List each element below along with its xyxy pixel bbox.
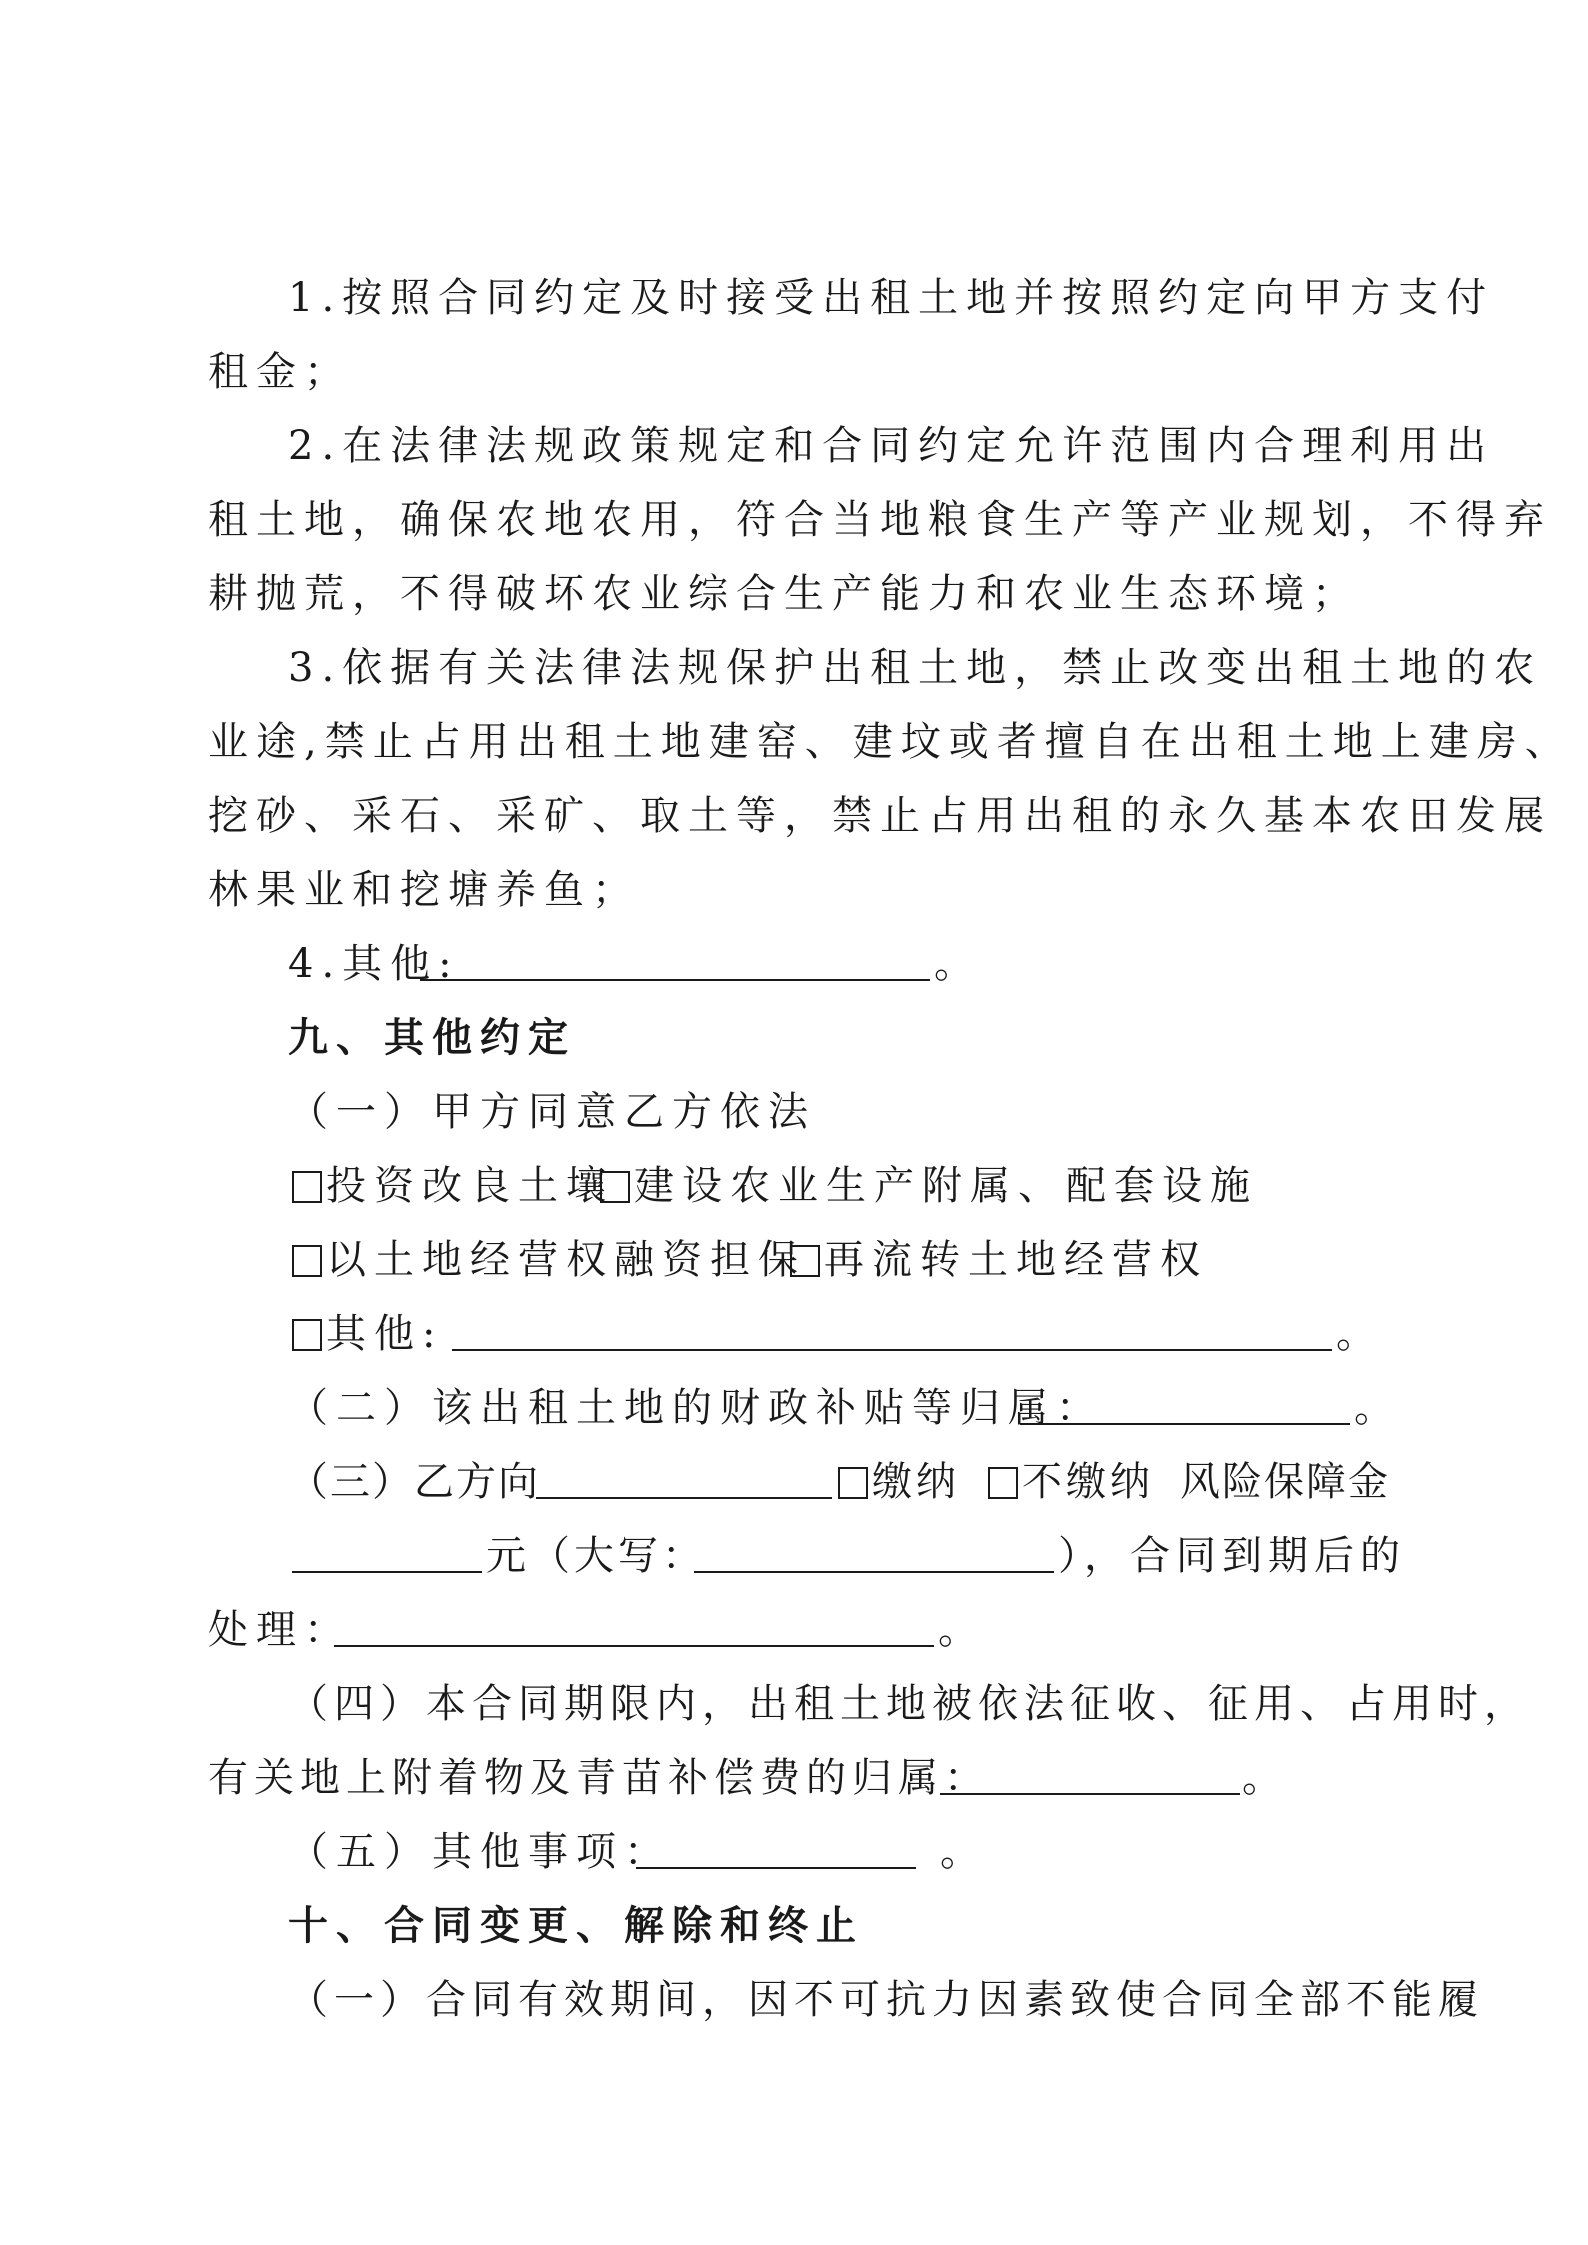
item-4-fill-blank[interactable]	[420, 937, 930, 981]
amount-blank[interactable]	[292, 1529, 482, 1573]
section-9-clause-3-line-1: （三）乙方向 缴纳 不缴纳 风险保障金	[0, 1452, 1588, 1512]
section-9-heading: 九、其他约定	[288, 1014, 576, 1061]
section-9-clause-4-line-1: （四）本合同期限内，出租土地被依法征收、征用、占用时，	[288, 1681, 1530, 1727]
clause-8-item-2-line-1: 2.在法律法规政策规定和合同约定允许范围内合理利用出	[288, 423, 1495, 469]
clause-8-item-3-line-3: 挖砂、采石、采矿、取土等，禁止占用出租的永久基本农田发展	[208, 793, 1552, 839]
clause-8-item-2-line-2: 租土地，确保农地农用，符合当地粮食生产等产业规划，不得弃	[208, 497, 1552, 543]
section-9-clause-2: （二）该出租土地的财政补贴等归属： 。	[0, 1378, 1588, 1438]
section-9-clause-5: （五）其他事项： 。	[0, 1822, 1588, 1882]
clause-8-item-3-line-1: 3.依据有关法律法规保护出租土地，禁止改变出租土地的农	[288, 645, 1543, 691]
section-9-clause-4-line-2: 有关地上附着物及青苗补偿费的归属： 。	[0, 1748, 1588, 1808]
clause-8-item-1-line-2: 租金；	[208, 349, 352, 395]
section-9-clause-3-line-2: 元（大写： ），合同到期后的	[0, 1526, 1588, 1586]
subsidy-ownership-blank[interactable]	[1020, 1381, 1350, 1425]
other-option-fill-blank[interactable]	[452, 1307, 1332, 1351]
section-10-clause-1: （一）合同有效期间，因不可抗力因素致使合同全部不能履	[288, 1977, 1484, 2023]
checkbox-other[interactable]	[292, 1319, 322, 1351]
section-9-options-row-3: 其他: 。	[0, 1304, 1588, 1364]
clause-8-item-4: 4.其他: 。	[0, 934, 1588, 994]
checkbox-re-transfer[interactable]	[790, 1245, 820, 1277]
checkbox-pay[interactable]	[838, 1467, 868, 1499]
amount-in-words-blank[interactable]	[694, 1529, 1054, 1573]
section-9-options-row-1: 投资改良土壤 建设农业生产附属、配套设施	[0, 1156, 1588, 1216]
expiry-handling-blank[interactable]	[334, 1603, 934, 1647]
section-9-clause-1: （一）甲方同意乙方依法	[288, 1089, 816, 1135]
clause-8-item-2-line-3: 耕抛荒，不得破坏农业综合生产能力和农业生态环境；	[208, 571, 1360, 617]
checkbox-not-pay[interactable]	[988, 1467, 1018, 1499]
section-9-options-row-2: 以土地经营权融资担保 再流转土地经营权	[0, 1230, 1588, 1290]
other-matters-blank[interactable]	[636, 1825, 916, 1869]
payee-blank[interactable]	[536, 1455, 832, 1499]
section-10-heading: 十、合同变更、解除和终止	[288, 1902, 864, 1949]
compensation-ownership-blank[interactable]	[940, 1751, 1240, 1795]
clause-8-item-3-line-4: 林果业和挖塘养鱼；	[208, 867, 640, 913]
clause-8-item-1-line-1: 1.按照合同约定及时接受出租土地并按照约定向甲方支付	[288, 275, 1495, 321]
checkbox-financing-guarantee[interactable]	[292, 1245, 322, 1277]
checkbox-improve-soil[interactable]	[292, 1171, 322, 1203]
section-9-clause-3-line-3: 处理： 。	[0, 1600, 1588, 1660]
checkbox-build-facilities[interactable]	[600, 1171, 630, 1203]
clause-8-item-3-line-2: 业途,禁止占用出租土地建窑、建坟或者擅自在出租土地上建房、	[208, 719, 1573, 765]
